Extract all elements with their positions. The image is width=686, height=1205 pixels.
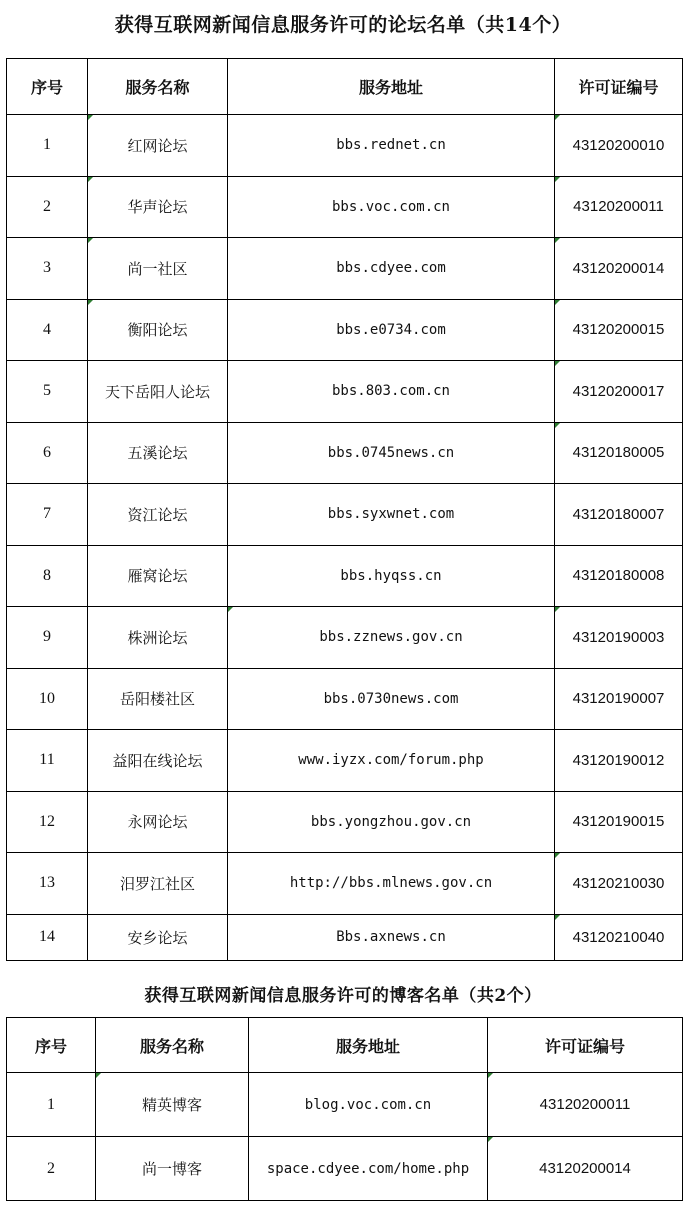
cell-index: 9	[7, 607, 88, 669]
cell-license-number: 43120190015	[555, 791, 683, 853]
cell-service-name: 五溪论坛	[88, 422, 228, 484]
cell-index: 1	[7, 115, 88, 177]
table-row	[7, 1073, 683, 1137]
cell-service-name: 永网论坛	[88, 791, 228, 853]
cell-license-number: 43120180007	[555, 484, 683, 546]
cell-index: 4	[7, 299, 88, 361]
table-header-row	[7, 1018, 683, 1073]
cell-service-address: bbs.zznews.gov.cn	[228, 607, 555, 669]
cell-license-number: 43120200010	[555, 115, 683, 177]
cell-service-name: 汨罗江社区	[88, 853, 228, 915]
cell-index: 13	[7, 853, 88, 915]
cell-license-number: 43120190007	[555, 668, 683, 730]
cell-service-name: 雁窝论坛	[88, 545, 228, 607]
cell-license-number: 43120210040	[555, 914, 683, 960]
table-row	[7, 299, 683, 361]
cell-service-address: bbs.yongzhou.gov.cn	[228, 791, 555, 853]
cell-index: 8	[7, 545, 88, 607]
table-row	[7, 484, 683, 546]
table-row	[7, 545, 683, 607]
cell-service-name: 益阳在线论坛	[88, 730, 228, 792]
cell-index: 12	[7, 791, 88, 853]
cell-service-address: bbs.voc.com.cn	[228, 176, 555, 238]
cell-index: 14	[7, 914, 88, 960]
table-row	[7, 791, 683, 853]
cell-index: 10	[7, 668, 88, 730]
cell-index: 2	[7, 1137, 96, 1201]
header-service-name: 服务名称	[96, 1018, 249, 1073]
cell-service-address: bbs.e0734.com	[228, 299, 555, 361]
header-index: 序号	[7, 59, 88, 115]
cell-license-number: 43120200011	[555, 176, 683, 238]
blog-table	[6, 1017, 683, 1201]
cell-service-address: blog.voc.com.cn	[249, 1073, 488, 1137]
cell-license-number: 43120200014	[555, 238, 683, 300]
forum-table	[6, 58, 683, 961]
table-row	[7, 853, 683, 915]
cell-service-address: bbs.0730news.com	[228, 668, 555, 730]
table-row	[7, 115, 683, 177]
table-row	[7, 914, 683, 960]
cell-service-address: bbs.hyqss.cn	[228, 545, 555, 607]
table-row	[7, 730, 683, 792]
cell-license-number: 43120180008	[555, 545, 683, 607]
cell-license-number: 43120210030	[555, 853, 683, 915]
header-license-number: 许可证编号	[488, 1018, 683, 1073]
cell-service-address: bbs.0745news.cn	[228, 422, 555, 484]
table-row	[7, 238, 683, 300]
table-row	[7, 361, 683, 423]
cell-service-name: 尚一博客	[96, 1137, 249, 1201]
table-row	[7, 668, 683, 730]
forum-list-title: 获得互联网新闻信息服务许可的论坛名单（共14个）	[114, 14, 572, 36]
table-row	[7, 1137, 683, 1201]
table-header-row	[7, 59, 683, 115]
cell-service-name: 衡阳论坛	[88, 299, 228, 361]
cell-service-name: 华声论坛	[88, 176, 228, 238]
cell-license-number: 43120200017	[555, 361, 683, 423]
cell-service-name: 株洲论坛	[88, 607, 228, 669]
cell-index: 11	[7, 730, 88, 792]
cell-service-name: 尚一社区	[88, 238, 228, 300]
cell-service-name: 资江论坛	[88, 484, 228, 546]
cell-license-number: 43120190003	[555, 607, 683, 669]
cell-service-address: bbs.803.com.cn	[228, 361, 555, 423]
cell-index: 3	[7, 238, 88, 300]
cell-service-address: bbs.syxwnet.com	[228, 484, 555, 546]
cell-service-address: http://bbs.mlnews.gov.cn	[228, 853, 555, 915]
cell-index: 7	[7, 484, 88, 546]
header-index: 序号	[7, 1018, 96, 1073]
cell-service-address: bbs.cdyee.com	[228, 238, 555, 300]
cell-service-address: space.cdyee.com/home.php	[249, 1137, 488, 1201]
header-service-address: 服务地址	[249, 1018, 488, 1073]
cell-service-name: 天下岳阳人论坛	[88, 361, 228, 423]
cell-license-number: 43120200014	[488, 1137, 683, 1201]
header-license-number: 许可证编号	[555, 59, 683, 115]
cell-license-number: 43120200011	[488, 1073, 683, 1137]
cell-service-address: Bbs.axnews.cn	[228, 914, 555, 960]
cell-service-name: 岳阳楼社区	[88, 668, 228, 730]
cell-index: 6	[7, 422, 88, 484]
header-service-name: 服务名称	[88, 59, 228, 115]
cell-service-name: 安乡论坛	[88, 914, 228, 960]
cell-service-address: bbs.rednet.cn	[228, 115, 555, 177]
cell-index: 2	[7, 176, 88, 238]
header-service-address: 服务地址	[228, 59, 555, 115]
blog-list-title: 获得互联网新闻信息服务许可的博客名单（共2个）	[144, 986, 542, 1006]
cell-license-number: 43120190012	[555, 730, 683, 792]
cell-service-address: www.iyzx.com/forum.php	[228, 730, 555, 792]
cell-service-name: 红网论坛	[88, 115, 228, 177]
table-row	[7, 422, 683, 484]
table-row	[7, 607, 683, 669]
cell-index: 5	[7, 361, 88, 423]
table-row	[7, 176, 683, 238]
cell-license-number: 43120180005	[555, 422, 683, 484]
cell-service-name: 精英博客	[96, 1073, 249, 1137]
cell-license-number: 43120200015	[555, 299, 683, 361]
cell-index: 1	[7, 1073, 96, 1137]
